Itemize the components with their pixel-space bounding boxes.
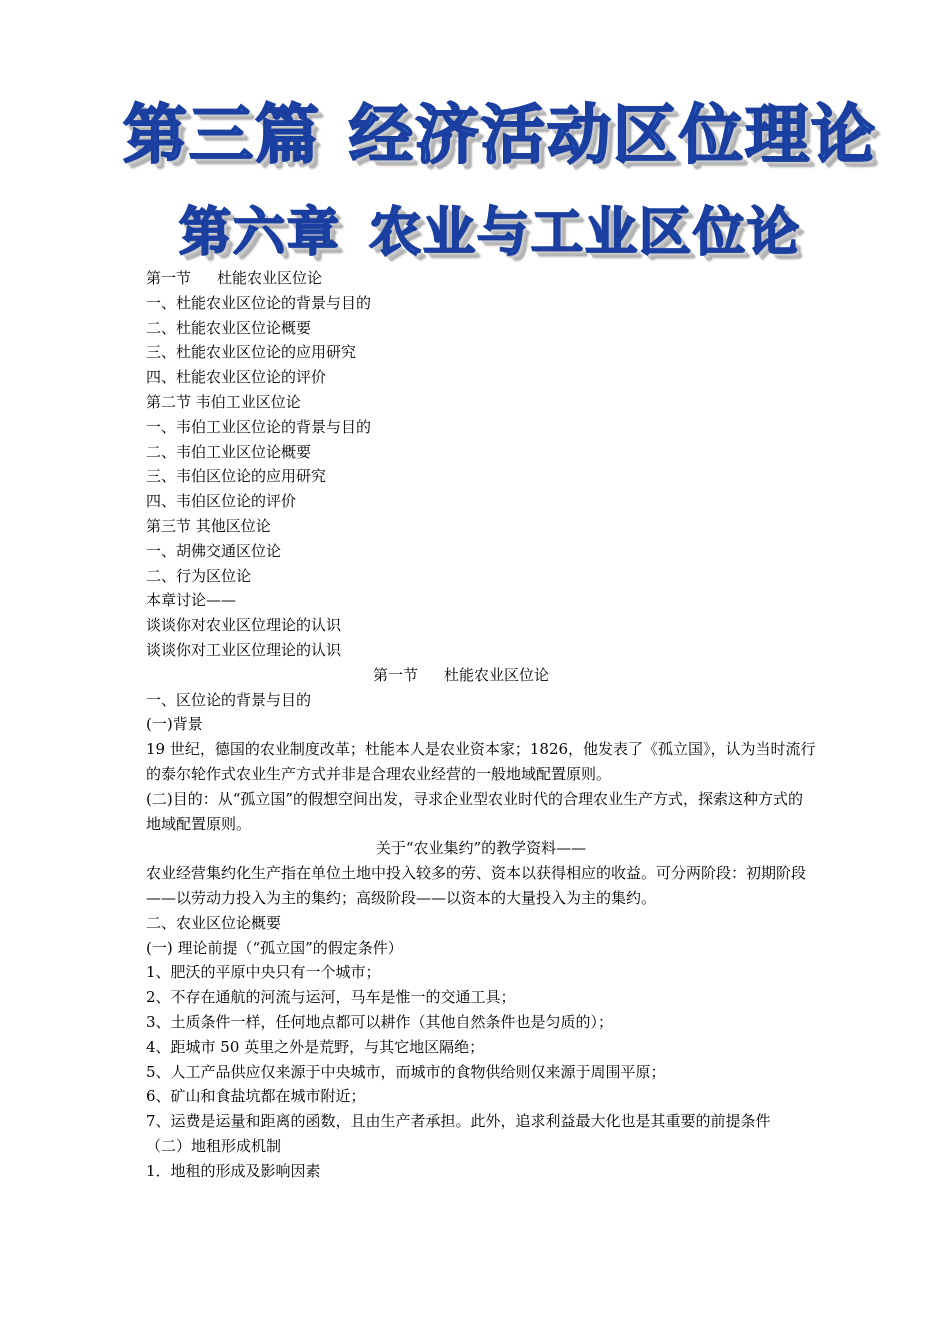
background-paragraph: 19 世纪，德国的农业制度改革；杜能本人是农业资本家；1826，他发表了《孤立国》，认为当时流行的泰尔轮作式农业生产方式并非是合理农业经营的一般地域配置原则。 <box>146 740 816 783</box>
note-paragraph: 农业经营集约化生产指在单位土地中投入较多的劳、资本以获得相应的收益。可分两阶段：初期阶段——以劳动力投入为主的集约；高级阶段——以资本的大量投入为主的集约。 <box>146 864 807 907</box>
background-label: (一)背景 <box>146 715 203 734</box>
part-title-text: 经济活动区位理论 <box>349 99 877 173</box>
toc-item: 一、韦伯工业区位论的背景与目的 <box>146 417 372 436</box>
section-heading-number: 第一节 <box>372 665 418 684</box>
chapter-title-text: 农业与工业区位论 <box>369 203 802 263</box>
toc-section-3: 第三节 其他区位论 <box>146 516 271 535</box>
subsection-title: 二、农业区位论概要 <box>146 913 282 932</box>
chapter-title-number: 第六章 <box>178 203 341 263</box>
toc-item: 一、杜能农业区位论的背景与目的 <box>146 293 372 312</box>
premise-item: 3、土质条件一样，任何地点都可以耕作（其他自然条件也是匀质的）； <box>146 1012 614 1031</box>
toc-section-1-number: 第一节 <box>146 269 192 287</box>
toc-item: 二、韦伯工业区位论概要 <box>146 442 312 461</box>
discussion-heading: 本章讨论—— <box>146 591 237 610</box>
toc-item: 三、韦伯区位论的应用研究 <box>146 467 327 486</box>
section-heading-title: 杜能农业区位论 <box>444 665 550 684</box>
premise-item: 6、矿山和食盐坑都在城市附近； <box>146 1087 366 1106</box>
subsection-title: 一、区位论的背景与目的 <box>146 690 312 709</box>
toc-item: 三、杜能农业区位论的应用研究 <box>146 343 357 362</box>
premise-item: 4、距城市 50 英里之外是荒野，与其它地区隔绝； <box>146 1037 485 1056</box>
premise-item: 1、肥沃的平原中央只有一个城市； <box>146 963 381 982</box>
rent-title: （二）地租形成机制 <box>146 1136 282 1155</box>
toc-section-1-title: 杜能农业区位论 <box>217 269 323 287</box>
premise-item: 2、不存在通航的河流与运河，马车是惟一的交通工具； <box>146 988 516 1007</box>
premise-title: (一) 理论前提（“孤立国”的假定条件） <box>146 938 403 957</box>
premise-item: 7、运费是运量和距离的函数，且由生产者承担。此外，追求利益最大化也是其重要的前提条件 <box>146 1112 771 1131</box>
toc-item: 四、韦伯区位论的评价 <box>146 492 297 511</box>
toc-item: 二、杜能农业区位论概要 <box>146 318 312 337</box>
toc-section-2: 第二节 韦伯工业区位论 <box>146 392 301 411</box>
toc-item: 一、胡佛交通区位论 <box>146 541 282 560</box>
part-title <box>0 84 950 176</box>
toc-item: 二、行为区位论 <box>146 566 252 585</box>
document-body <box>146 266 816 1183</box>
aim-paragraph: (二)目的：从“孤立国”的假想空间出发，寻求企业型农业时代的合理农业生产方式，探索这种方式的地域配置原则。 <box>146 789 804 833</box>
part-title-number: 第三篇 <box>123 99 321 173</box>
toc-section-1 <box>146 266 816 291</box>
discussion-item: 谈谈你对工业区位理论的认识 <box>146 640 342 659</box>
toc-item: 四、杜能农业区位论的评价 <box>146 368 327 387</box>
chapter-title <box>0 190 950 265</box>
section-heading <box>146 663 816 688</box>
rent-item: 1．地租的形成及影响因素 <box>146 1161 321 1180</box>
discussion-item: 谈谈你对农业区位理论的认识 <box>146 616 342 635</box>
premise-item: 5、人工产品供应仅来源于中央城市，而城市的食物供给则仅来源于周围平原； <box>146 1062 666 1081</box>
note-title: 关于“农业集约”的教学资料—— <box>375 839 587 858</box>
